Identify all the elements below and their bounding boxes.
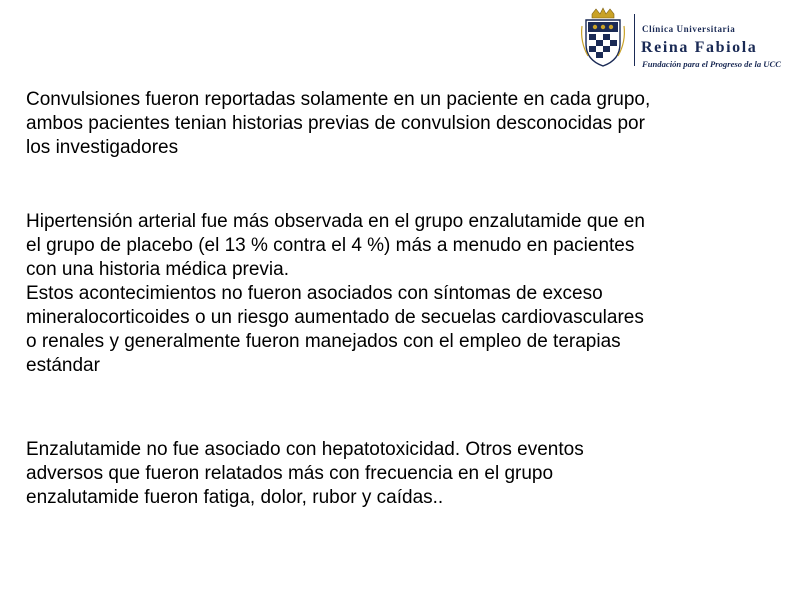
logo-divider [634, 14, 635, 66]
paragraph-hypertension: Hipertensión arterial fue más observada en el grupo enzalutamide que en el grupo de placebo (el 13 % contra el 4 %) más a menudo en pacientes con una historia médica previa. Estos acontecimientos no fueron asociados con síntomas de exceso mineralocorticoides o un riesgo aumentado de secuelas cardiovasculares o renales y generalmente fueron manejados con el empleo de terapias estándar [26, 211, 645, 376]
logo-line1: Clínica Universitaria [642, 24, 736, 34]
paragraph-convulsions: Convulsiones fueron reportadas solamente en un paciente en cada grupo, ambos pacientes tenian historias previas de convulsion desconocidas por los investigadores [26, 89, 651, 158]
clinic-logo [578, 6, 784, 70]
logo-line3: Fundación para el Progreso de la UCC [642, 59, 781, 69]
crest-icon [578, 6, 628, 68]
paragraph-hepatotoxicity: Enzalutamide no fue asociado con hepatotoxicidad. Otros eventos adversos que fueron relatados más con frecuencia en el grupo enzalutamide fueron fatiga, dolor, rubor y caídas.. [26, 439, 584, 508]
logo-line2: Reina Fabiola [641, 39, 758, 56]
